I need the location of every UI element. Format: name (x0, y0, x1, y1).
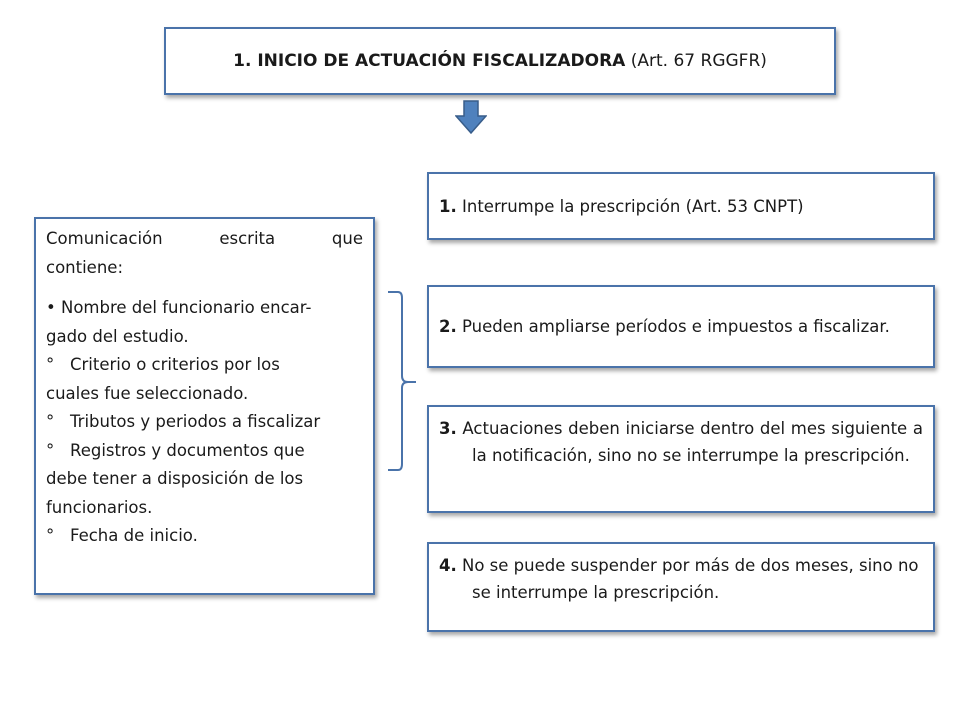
degree-marker: ° (46, 355, 55, 374)
item-text-line1: Nombre del funcionario encar- (60, 298, 312, 317)
effect-box-1 (427, 172, 935, 240)
effect-box-4 (427, 542, 935, 632)
effect-text: No se puede suspender por más de dos meses, sino no se interrumpe la prescripción. (456, 556, 919, 602)
item-text-line1: Tributos y periodos a fiscalizar (70, 412, 321, 431)
bullet-marker: • (46, 298, 56, 317)
effect-box-2 (427, 285, 935, 368)
effect-number: 4. (439, 556, 457, 575)
list-item (46, 408, 363, 437)
list-item (46, 294, 363, 351)
communication-intro-line2: contiene: (46, 257, 123, 277)
brace-connector (386, 290, 418, 472)
degree-marker: ° (46, 440, 55, 460)
title-bold: 1. INICIO DE ACTUACIÓN FISCALIZADORA (233, 51, 626, 71)
item-text-line3: funcionarios. (46, 497, 153, 517)
item-text-line2: debe tener a disposición de los (46, 469, 304, 488)
effect-number: 2. (439, 317, 457, 336)
item-text-line2: gado del estudio. (46, 326, 189, 346)
list-item (46, 437, 363, 523)
item-text-line1: Criterio o criterios por los (70, 355, 280, 374)
effect-text: Interrumpe la prescripción (Art. 53 CNPT) (456, 196, 804, 216)
item-text-line2: cuales fue seleccionado. (46, 383, 249, 403)
list-item (46, 522, 363, 551)
item-text-line1: Registros y documentos que (70, 440, 305, 460)
title-box (164, 27, 836, 95)
communication-box (34, 217, 375, 595)
effect-number: 1. (439, 196, 457, 216)
effect-text: Pueden ampliarse períodos e impuestos a fiscalizar. (456, 317, 890, 336)
communication-intro-line1: Comunicación escrita que (46, 229, 363, 248)
item-text-line1: Fecha de inicio. (70, 526, 198, 545)
title-text (233, 51, 767, 71)
list-item (46, 351, 363, 408)
degree-marker: ° (46, 526, 55, 545)
effect-number: 3. (439, 419, 457, 438)
degree-marker: ° (46, 412, 55, 431)
effect-text: Actuaciones deben iniciarse dentro del mes siguiente a la notificación, sino no se interrumpe la prescripción. (456, 419, 923, 465)
effect-box-3 (427, 405, 935, 513)
title-reference: (Art. 67 RGGFR) (625, 51, 767, 71)
down-arrow-icon (455, 100, 487, 134)
